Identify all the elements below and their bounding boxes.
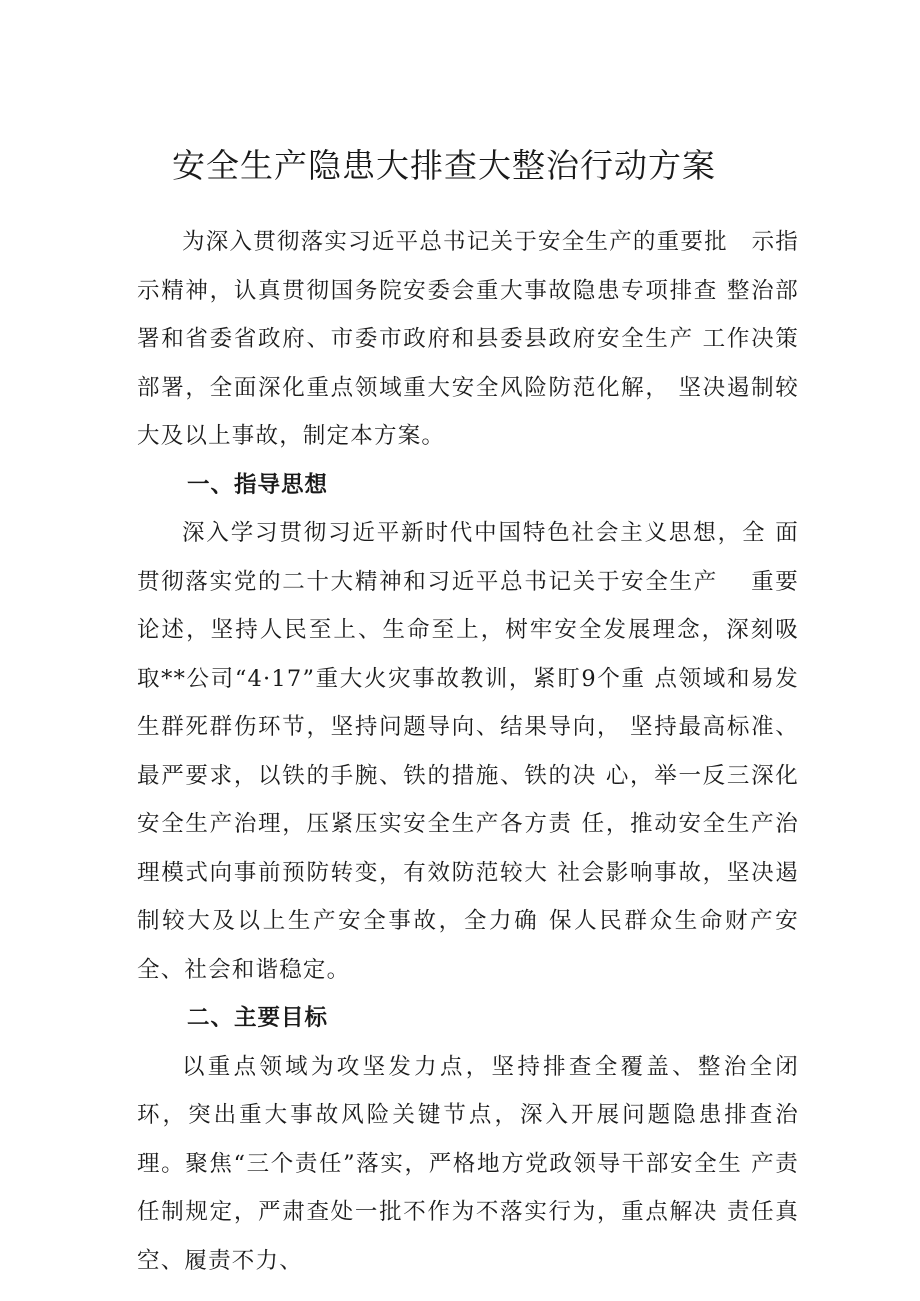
section-heading-main-goals: 二、主要目标: [187, 1005, 329, 1031]
section-heading-guiding-ideology: 一、指导思想: [187, 471, 329, 498]
section-paragraph-main-goals: 以重点领域为攻坚发力点，坚持排查全覆盖、整治全闭 环，突出重大事故风险关键节点，深入开展问题隐患排查治 理。聚焦“三个责任”落实，严格地方党政领导干部安全生 产责任制规定，严肃查处一批不作为不落实行为，重点解决 责任真空、履责不力、: [137, 1053, 832, 1274]
section-paragraph-guiding-ideology: 深入学习贯彻习近平新时代中国特色社会主义思想，全 面贯彻落实党的二十大精神和习近平总书记关于安全生产 重要论述，坚持人民至上、生命至上，树牢安全发展理念，深刻吸取**公司“4·17”重大火灾事故教训，紧盯9个重 点领域和易发生群死群伤环节，坚持问题导向、结果导向， 坚持最高标准、最严要求，以铁的手腕、铁的措施、铁的决 心，举一反三深化安全生产治理，压紧压实安全生产各方责 任，推动安全生产治理模式向事前预防转变，有效防范较大 社会影响事故，坚决遏制较大及以上生产安全事故，全力确 保人民群众生命财产安全、社会和谐稳定。: [137, 520, 799, 983]
document-body: [137, 218, 832, 1285]
document-title: 安全生产隐患大排查大整治行动方案: [172, 146, 716, 185]
intro-paragraph: 为深入贯彻落实习近平总书记关于安全生产的重要批 示指示精神，认真贯彻国务院安委会重大事故隐患专项排查 整治部署和省委省政府、市委市政府和县委县政府安全生产 工作决策部署，全面深化重点领域重大安全风险防范化解， 坚决遏制较大及以上事故，制定本方案。: [137, 229, 799, 449]
